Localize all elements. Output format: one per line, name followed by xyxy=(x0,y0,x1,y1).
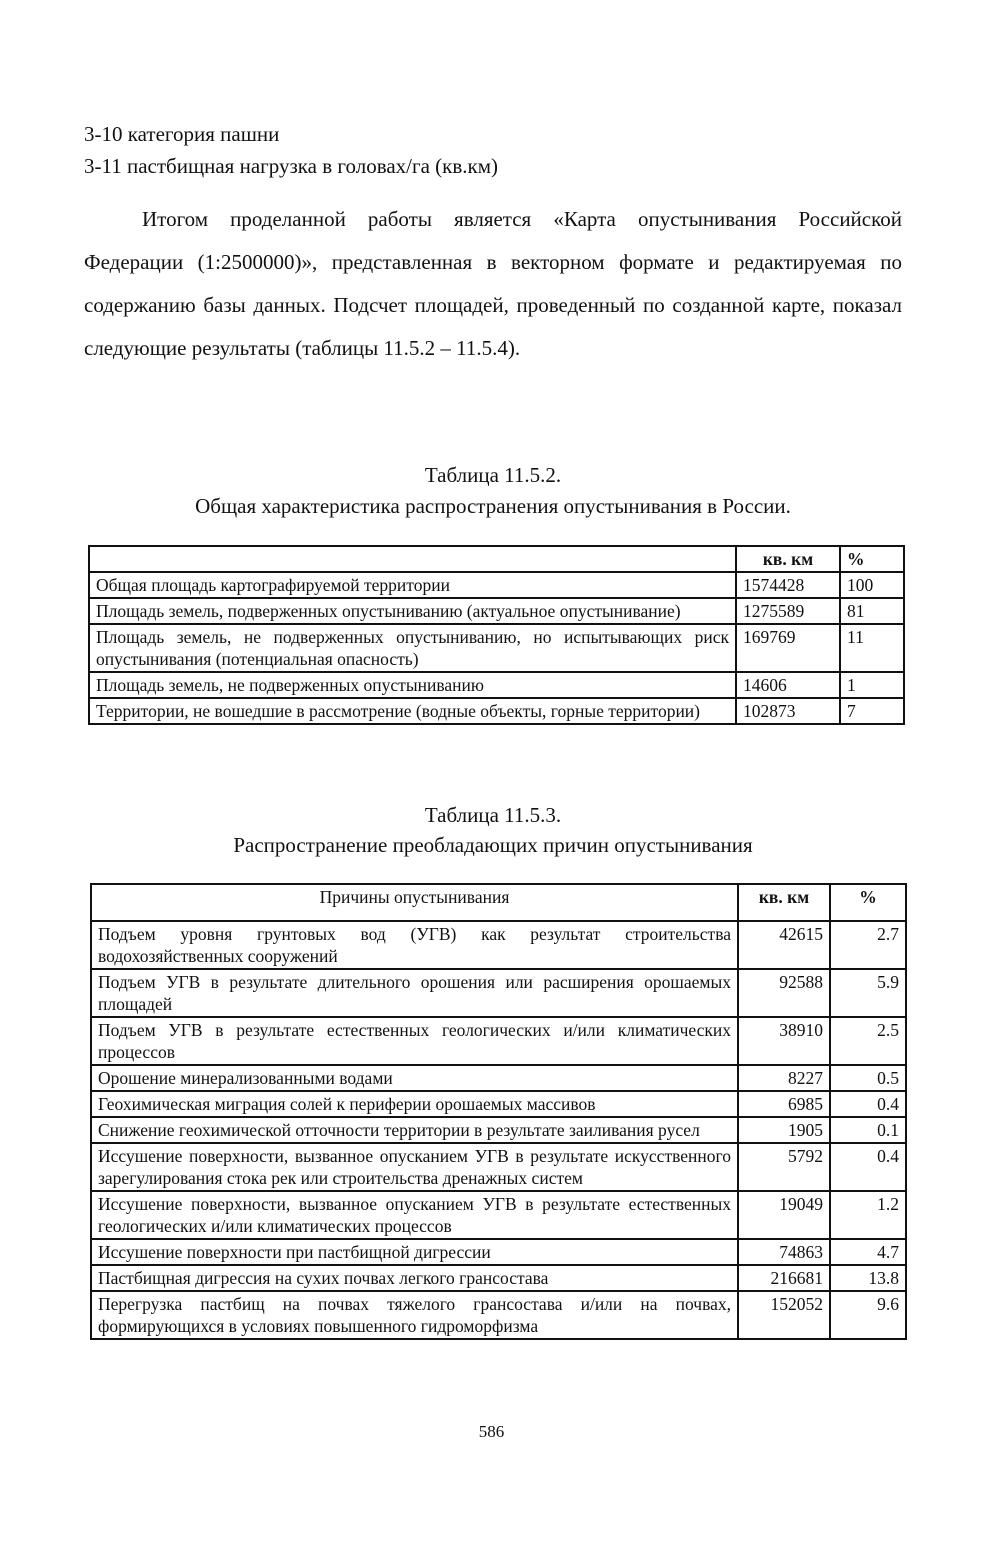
row-label: Геохимическая миграция солей к периферии орошаемых массивов xyxy=(91,1091,738,1117)
list-item: 3-11 пастбищная нагрузка в головах/га (кв.км) xyxy=(84,154,499,178)
row-label: Перегрузка пастбищ на почвах тяжелого грансостава и/или на почвах, формирующихся в условиях повышенного гидроморфизма xyxy=(91,1291,738,1339)
table-row xyxy=(91,969,906,1017)
table-row xyxy=(89,698,904,724)
table-row xyxy=(91,1017,906,1065)
row-pct: 4.7 xyxy=(830,1239,906,1265)
desertification-overview-table xyxy=(88,545,905,725)
row-label: Площадь земель, не подверженных опустыниванию xyxy=(89,672,736,698)
table-header-row xyxy=(91,884,906,921)
header-cell: Причины опустынивания xyxy=(91,884,738,921)
row-pct: 9.6 xyxy=(830,1291,906,1339)
row-pct: 2.5 xyxy=(830,1017,906,1065)
row-km: 1275589 xyxy=(736,598,840,624)
row-label: Подъем УГВ в результате естественных геологических и/или климатических процессов xyxy=(91,1017,738,1065)
row-label: Орошение минерализованными водами xyxy=(91,1065,738,1091)
row-pct: 100 xyxy=(840,572,904,598)
row-km: 42615 xyxy=(738,921,830,969)
header-cell: кв. км xyxy=(738,884,830,921)
header-cell: кв. км xyxy=(736,546,840,572)
row-pct: 1.2 xyxy=(830,1191,906,1239)
row-label: Общая площадь картографируемой территории xyxy=(89,572,736,598)
table2-caption: Таблица 11.5.3. xyxy=(424,803,562,827)
header-cell: % xyxy=(830,884,906,921)
row-label: Иссушение поверхности, вызванное опусканием УГВ в результате искусственного зарегулирования стока рек или строительства дренажных систем xyxy=(91,1143,738,1191)
row-label: Площадь земель, не подверженных опустыниванию, но испытывающих риск опустынивания (потенциальная опасность) xyxy=(89,624,736,672)
row-km: 1574428 xyxy=(736,572,840,598)
row-km: 74863 xyxy=(738,1239,830,1265)
table-row xyxy=(89,572,904,598)
table-row xyxy=(91,1265,906,1291)
table-row xyxy=(91,1239,906,1265)
table2-title: Распространение преобладающих причин опустынивания xyxy=(233,833,753,857)
row-pct: 7 xyxy=(840,698,904,724)
row-km: 1905 xyxy=(738,1117,830,1143)
header-cell xyxy=(89,546,736,572)
table-row xyxy=(91,1191,906,1239)
table-row xyxy=(91,1091,906,1117)
row-pct: 0.4 xyxy=(830,1143,906,1191)
row-pct: 0.5 xyxy=(830,1065,906,1091)
table1-title: Общая характеристика распространения опустынивания в России. xyxy=(195,494,791,518)
row-pct: 0.1 xyxy=(830,1117,906,1143)
table-row xyxy=(89,672,904,698)
row-label: Площадь земель, подверженных опустыниванию (актуальное опустынивание) xyxy=(89,598,736,624)
row-km: 6985 xyxy=(738,1091,830,1117)
table-row xyxy=(89,624,904,672)
table-row xyxy=(91,1117,906,1143)
header-cell: % xyxy=(840,546,904,572)
table-row xyxy=(89,598,904,624)
row-label: Подъем уровня грунтовых вод (УГВ) как результат строительства водохозяйственных сооружений xyxy=(91,921,738,969)
table1-caption: Таблица 11.5.2. xyxy=(424,463,562,487)
row-km: 5792 xyxy=(738,1143,830,1191)
row-km: 152052 xyxy=(738,1291,830,1339)
row-label: Пастбищная дигрессия на сухих почвах легкого грансостава xyxy=(91,1265,738,1291)
desertification-causes-table xyxy=(90,883,907,1340)
row-pct: 0.4 xyxy=(830,1091,906,1117)
category-list xyxy=(84,118,498,182)
row-label: Подъем УГВ в результате длительного орошения или расширения орошаемых площадей xyxy=(91,969,738,1017)
row-km: 19049 xyxy=(738,1191,830,1239)
row-label: Иссушение поверхности при пастбищной дигрессии xyxy=(91,1239,738,1265)
row-km: 169769 xyxy=(736,624,840,672)
row-km: 102873 xyxy=(736,698,840,724)
row-label: Снижение геохимической отточности территории в результате заиливания русел xyxy=(91,1117,738,1143)
table-header-row xyxy=(89,546,904,572)
row-pct: 2.7 xyxy=(830,921,906,969)
row-pct: 13.8 xyxy=(830,1265,906,1291)
row-km: 8227 xyxy=(738,1065,830,1091)
table-row xyxy=(91,1291,906,1339)
row-label: Иссушение поверхности, вызванное опусканием УГВ в результате естественных геологических и/или климатических процессов xyxy=(91,1191,738,1239)
row-pct: 5.9 xyxy=(830,969,906,1017)
row-pct: 11 xyxy=(840,624,904,672)
list-item: 3-10 категория пашни xyxy=(84,122,280,146)
table-row xyxy=(91,1143,906,1191)
table-row xyxy=(91,921,906,969)
table-row xyxy=(91,1065,906,1091)
row-km: 92588 xyxy=(738,969,830,1017)
row-pct: 1 xyxy=(840,672,904,698)
row-km: 216681 xyxy=(738,1265,830,1291)
body-paragraph: Итогом проделанной работы является «Карта опустынивания Российской Федерации (1:2500000)», представленная в векторном формате и редактируемая по содержанию базы данных. Подсчет площадей, проведенный по созданной карте, показал следующие результаты (таблицы 11.5.2 – 11.5.4). xyxy=(84,207,902,360)
page-number: 586 xyxy=(478,1422,505,1441)
row-pct: 81 xyxy=(840,598,904,624)
row-km: 38910 xyxy=(738,1017,830,1065)
row-label: Территории, не вошедшие в рассмотрение (водные объекты, горные территории) xyxy=(89,698,736,724)
row-km: 14606 xyxy=(736,672,840,698)
